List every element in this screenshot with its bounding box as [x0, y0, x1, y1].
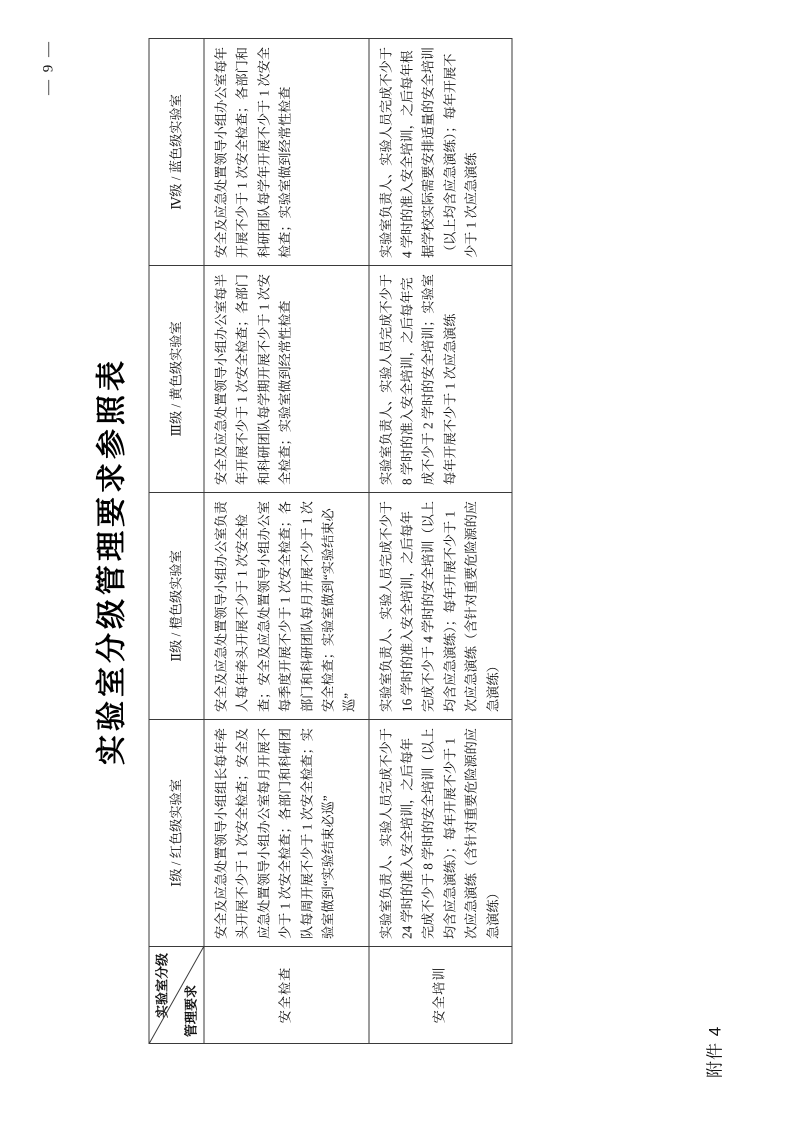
attachment-label: 附件 4: [705, 1025, 724, 1078]
row-label-safety-training: 安全培训: [368, 947, 511, 1044]
row-label-safety-inspection: 安全检查: [204, 947, 369, 1044]
column-header-level-4: Ⅳ级 / 蓝色级实验室: [149, 39, 204, 266]
page-number: — 9 —: [40, 40, 56, 95]
column-header-level-1: Ⅰ级 / 红色级实验室: [149, 720, 204, 947]
table-row: [204, 39, 369, 1044]
table-container: [148, 47, 512, 1044]
page-title: 实验室分级管理要求参照表: [95, 357, 128, 765]
cell-safety-inspection-level-3: 安全及应急处置领导小组办公室每半年开展不少于 1 次安全检查；各部门和科研团队每学期开展不少于 1 次安全检查；实验室做到经常性检查: [204, 266, 369, 493]
corner-header-rows-label: 管理要求: [182, 984, 198, 1037]
cell-safety-inspection-level-4: 安全及应急处置领导小组办公室每年开展不少于 1 次安全检查；各部门和科研团队每学年开展不少于 1 次安全检查；实验室做到经常性检查: [204, 39, 369, 266]
cell-safety-training-level-2: 实验室负责人、实验人员完成不少于 16 学时的准入安全培训，之后每年完成不少于 4 学时的安全培训（以上均含应急演练）；每年开展不少于 1 次应急演练（含针对重要危险源的应急演练）: [368, 493, 511, 720]
column-header-level-3: Ⅲ级 / 黄色级实验室: [149, 266, 204, 493]
cell-safety-inspection-level-1: 安全及应急处置领导小组组长每年牵头开展不少于 1 次安全检查；安全及应急处置领导小组办公室每月开展不少于 1 次安全检查；各部门和科研团队每周开展不少于 1 次安全检查；实验室做到“实验结束必巡”: [204, 720, 369, 947]
corner-header-columns-label: 实验室分级: [154, 953, 169, 1019]
cell-safety-inspection-level-2: 安全及应急处置领导小组办公室负责人每年牵头开展不少于 1 次安全检查；安全及应急处置领导小组办公室每季度开展不少于 1 次安全检查；各部门和科研团队每月开展不少于 1 次安全检查；实验室做到“实验结束必巡”: [204, 493, 369, 720]
table-header-row: [149, 39, 204, 1044]
cell-safety-training-level-1: 实验室负责人、实验人员完成不少于 24 学时的准入安全培训，之后每年完成不少于 8 学时的安全培训（以上均含应急演练）；每年开展不少于 1 次应急演练（含针对重要危险源的应急演练）: [368, 720, 511, 947]
column-header-level-2: Ⅱ级 / 橙色级实验室: [149, 493, 204, 720]
grading-requirements-table: [148, 38, 512, 1044]
table-row: [368, 39, 511, 1044]
table-corner-header: [149, 947, 204, 1044]
cell-safety-training-level-3: 实验室负责人、实验人员完成不少于 8 学时的准入安全培训，之后每年完成不少于 2 学时的安全培训；实验室每年开展不少于 1 次应急演练: [368, 266, 511, 493]
cell-safety-training-level-4: 实验室负责人、实验人员完成不少于 4 学时的准入安全培训，之后每年根据学校实际需要安排适量的安全培训（以上均含应急演练）；每年开展不少于 1 次应急演练: [368, 39, 511, 266]
